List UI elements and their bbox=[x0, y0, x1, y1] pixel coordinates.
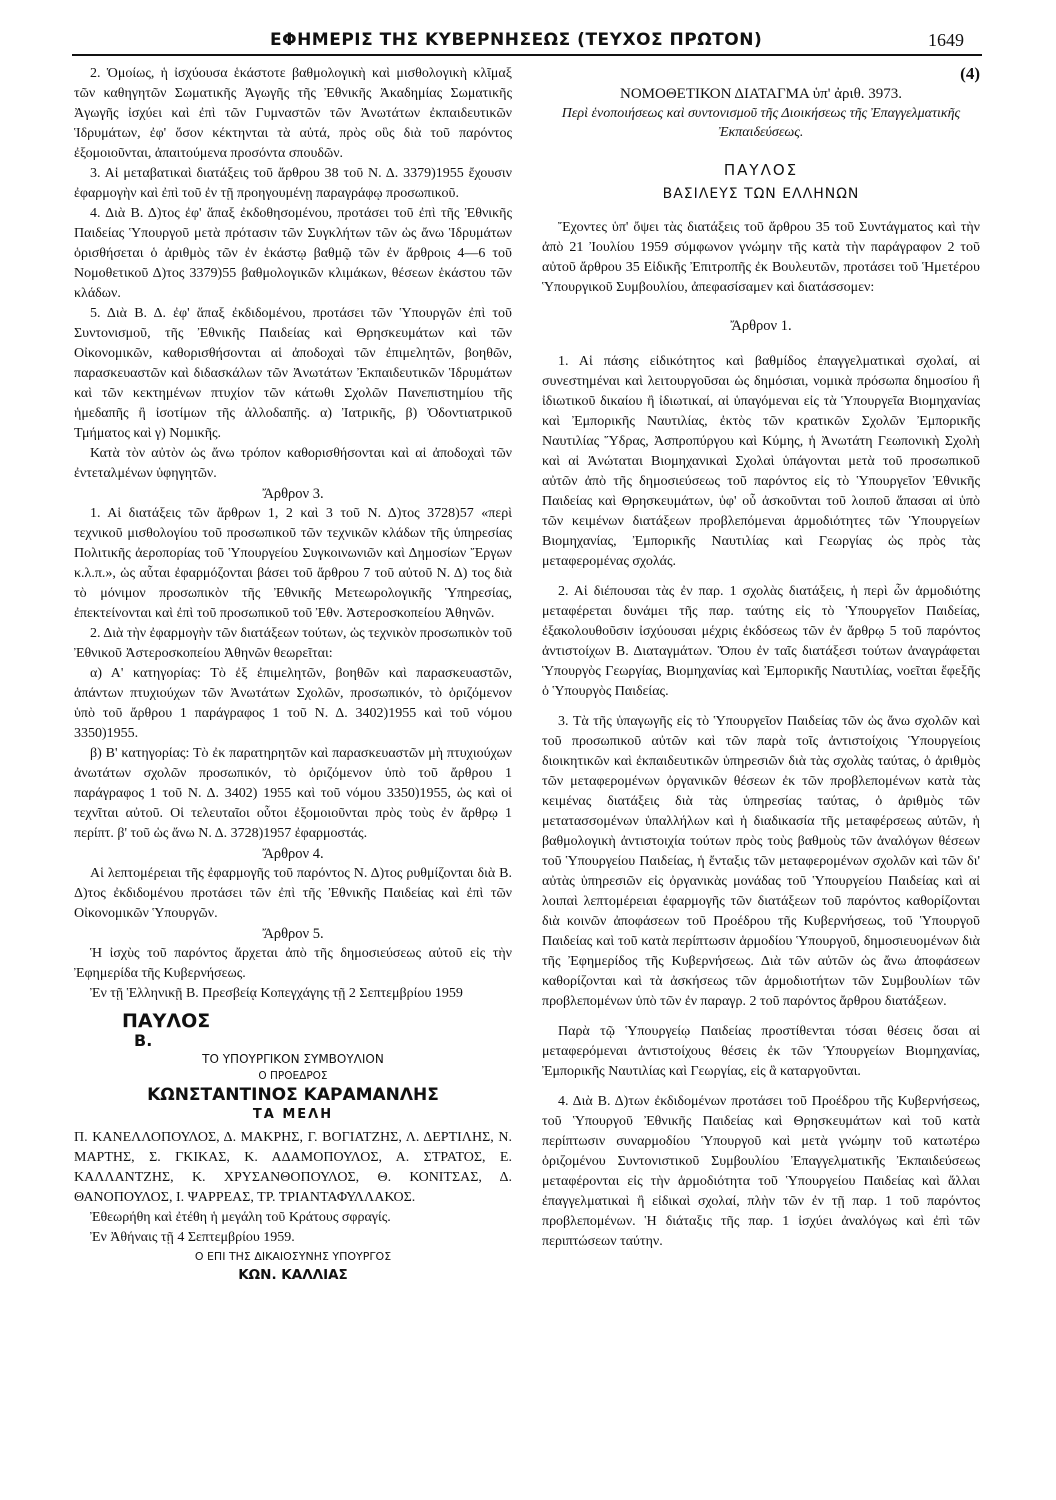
paragraph: 3. Τὰ τῆς ὑπαγωγῆς εἰς τὸ Ὑπουργεῖον Παιδείας τῶν ὡς ἄνω σχολῶν καὶ τοῦ προσωπικοῦ αὐτῶν καὶ τῶν παρὰ τοῖς ἀντιστοίχοις Ὑπουργείοις διοικητικῶν καὶ ἐκπαιδευτικῶν ὑπηρεσιῶν διὰ τὰς σχολὰς ταύτας, ὁ ἀριθμὸς τῶν μεταφερομένων ὀργανικῶν θέσεων ἐκ τῶν προβλεπομένων κατὰ τὰς κειμένας διατάξεις διὰ τὰς ὑπηρεσίας ταύτας, ὁ ἀριθμὸς τῶν μετατασσομένων ὑπαλλήλων καὶ ἡ διαδικασία τῆς μεταφέρσεως αὐτῶν, ἡ βαθμολογικὴ ἀντιστοιχία τούτων πρὸς τοὺς βαθμοὺς τῶν ἀναλόγων θέσεων τοῦ Ὑπουργείου Παιδείας, ἡ ἔνταξις τῶν μεταφερομένων σχολῶν καὶ τῶν δι' αὐτὰς ὑπηρεσιῶν εἰς ὀργανικὰς μονάδας τοῦ Ὑπουργείου Παιδείας καὶ αἱ λοιπαὶ λεπτομέρειαι ἐφαρμογῆς τῶν διατάξεων τοῦ παρόντος καθορίζονται διὰ κοινῶν ἀποφάσεων τοῦ Προέδρου τῆς Κυβερνήσεως, τοῦ Ὑπουργοῦ Παιδείας καὶ τοῦ κατὰ περίπτωσιν ἁρμοδίου Ὑπουργοῦ, δημοσιευομένων διὰ τῆς Ἐφημερίδος τῆς Κυβερνήσεως. Διὰ τῶν αὐτῶν ὡς ἄνω ἀποφάσεων καθορίζονται καὶ τὰ ἀσκήσεως τῶν ἁρμοδιοτήτων τῶν Συμβουλίων τῶν προβλεπομένων ὑπὸ τῶν ἐν παραγρ. 2 τοῦ παρόντος ἄρθρου διατάξεων. bbox=[542, 714, 980, 1009]
minister-title: Ο ΕΠΙ ΤΗΣ ΔΙΚΑΙΟΣΥΝΗΣ ΥΠΟΥΡΓΟΣ bbox=[194, 1250, 392, 1263]
right-column bbox=[542, 64, 980, 1252]
paragraph: Ἡ ἰσχὺς τοῦ παρόντος ἄρχεται ἀπὸ τῆς δημοσιεύσεως αὐτοῦ εἰς τὴν Ἐφημερίδα τῆς Κυβερνήσεως. bbox=[74, 946, 512, 981]
signature-b: Β. bbox=[134, 1031, 153, 1050]
president-title: Ο ΠΡΟΕΔΡΟΣ bbox=[258, 1070, 328, 1082]
paragraph: 3. Αἱ μεταβατικαὶ διατάξεις τοῦ ἄρθρου 38 τοῦ Ν. Δ. 3379)1955 ἔχουσιν ἐφαρμογὴν καὶ ἐπὶ τοῦ ἐν τῇ προηγουμένῃ παραγράφῳ προσωπικοῦ. bbox=[74, 166, 512, 201]
page-number: 1649 bbox=[928, 30, 964, 50]
article-heading: Ἄρθρον 4. bbox=[262, 846, 324, 862]
members-list: Π. ΚΑΝΕΛΛΟΠΟΥΛΟΣ, Δ. ΜΑΚΡΗΣ, Γ. ΒΟΓΙΑΤΖΗΣ, Λ. ΔΕΡΤΙΛΗΣ, Ν. ΜΑΡΤΗΣ, Σ. ΓΚΙΚΑΣ, Κ. ΑΔΑΜΟΠΟΥΛΟΣ, Α. ΣΤΡΑΤΟΣ, Ε. ΚΑΛΛΑΝΤΖΗΣ, Κ. ΧΡΥΣΑΝΘΟΠΟΥΛΟΣ, Θ. ΚΟΝΙΤΣΑΣ, Δ. ΘΑΝΟΠΟΥΛΟΣ, Ι. ΨΑΡΡΕΑΣ, ΤΡ. ΤΡΙΑΝΤΑΦΥΛΛΑΚΟΣ. bbox=[74, 1130, 512, 1205]
members-title: ΤΑ ΜΕΛΗ bbox=[252, 1107, 334, 1122]
article-heading: Ἄρθρον 3. bbox=[262, 486, 324, 502]
paragraph: 5. Διὰ Β. Δ. ἐφ' ἅπαξ ἐκδιδομένου, προτάσει τῶν Ὑπουργῶν ἐπὶ τοῦ Συντονισμοῦ, τῆς Ἐθνικῆς Παιδείας καὶ Θρησκευμάτων καὶ τῶν Οἰκονομικῶν, καθορισθήσονται αἱ ἀποδοχαὶ τῶν ἐπιμελητῶν, βοηθῶν, παρασκευαστῶν καὶ διδασκάλων τῶν Ἀνωτάτων Ἐκπαιδευτικῶν Ἱδρυμάτων καὶ τῶν κεκτημένων πτυχίον τῶν κάτωθι Σχολῶν Πανεπιστημίου τῆς ἡμεδαπῆς ἢ ἰσοτίμων τῆς ἀλλοδαπῆς. α) Ἰατρικῆς, β) Ὀδοντιατρικοῦ Τμήματος καὶ γ) Νομικῆς. bbox=[74, 306, 512, 441]
minister-name: ΚΩΝ. ΚΑΛΛΙΑΣ bbox=[238, 1267, 348, 1283]
paragraph: Παρὰ τῷ Ὑπουργείῳ Παιδείας προστίθενται τόσαι θέσεις ὅσαι αἱ μεταφερόμεναι ἀντιστοίχους θέσεις ἐκ τῶν Ὑπουργείων Βιομηχανίας, Ἐμπορικῆς Ναυτιλίας καὶ Γεωργίας, εἰς ἃ καταργοῦνται. bbox=[542, 1024, 980, 1079]
paragraph: 1. Αἱ πάσης εἰδικότητος καὶ βαθμίδος ἐπαγγελματικαὶ σχολαί, αἱ συνεστημέναι καὶ λειτουργοῦσαι ὡς δημόσιαι, νομικὰ πρόσωπα δημοσίου ἢ ἰδιωτικοῦ δικαίου ἢ ἰδιωτικαί, αἱ ὑπαγόμεναι εἰς τὰ Ὑπουργεῖα Βιομηχανίας καὶ Ἐμπορικῆς Ναυτιλίας, ἐκτὸς τῶν κρατικῶν Σχολῶν Ἐμπορικῆς Ναυτιλίας Ὕδρας, Ἀσπροπύργου καὶ Κύμης, ἡ Ἀνωτάτη Γεωπονικὴ Σχολὴ καὶ αἱ Ἀνώταται Βιομηχανικαὶ Σχολαὶ ὑπάγονται μετὰ τοῦ προσωπικοῦ αὐτῶν ἀπὸ τῆς δημοσιεύσεως τοῦ παρόντος εἰς τὸ Ὑπουργεῖον Ἐθνικῆς Παιδείας καὶ Θρησκευμάτων, ὑφ' οὗ ἀσκοῦνται τοῦ λοιποῦ ἅπασαι αἱ ὑπὸ τῶν κειμένων διατάξεων προβλεπόμεναι ἁρμοδιότητες τῶν Ὑπουργείων Βιομηχανίας, Ἐμπορικῆς Ναυτιλίας καὶ Γεωργίας ὡς πρὸς τὰς μεταφερομένας σχολάς. bbox=[542, 354, 980, 569]
president-name: ΚΩΝΣΤΑΝΤΙΝΟΣ ΚΑΡΑΜΑΝΛΗΣ bbox=[147, 1085, 439, 1105]
decree-number: (4) bbox=[960, 64, 980, 83]
spacer bbox=[542, 1012, 980, 1022]
decree-subtitle: Περὶ ἑνοποιήσεως καὶ συντονισμοῦ τῆς Διοικήσεως τῆς Ἐπαγγελματικῆς Ἐκπαιδεύσεως. bbox=[561, 106, 961, 140]
paragraph: 1. Αἱ διατάξεις τῶν ἄρθρων 1, 2 καὶ 3 τοῦ Ν. Δ)τος 3728)57 «περὶ τεχνικοῦ μισθολογίου τοῦ προσωπικοῦ τῶν τεχνικῶν κλάδων τῆς ὑπηρεσίας Πολιτικῆς ἀεροπορίας τοῦ Ὑπουργείου Συγκοινωνιῶν καὶ Δημοσίων Ἔργων κ.λ.π.», ὡς αὗται ἐφαρμόζονται βάσει τοῦ ἄρθρου 7 τοῦ αὐτοῦ Ν. Δ) τος διὰ τὸ μόνιμον προσωπικὸν τῆς Ἐθνικῆς Μετεωρολογικῆς Ὑπηρεσίας, ἐπεκτείνονται καὶ ἐπὶ τοῦ προσωπικοῦ τοῦ Ἐθν. Ἀστεροσκοπείου Ἀθηνῶν. bbox=[74, 506, 512, 621]
gazette-header-title: ΕΦΗΜΕΡΙΣ ΤΗΣ ΚΥΒΕΡΝΗΣΕΩΣ (ΤΕΥΧΟΣ ΠΡΩΤΟΝ) bbox=[270, 30, 763, 50]
left-column bbox=[74, 64, 512, 1284]
seal-note: Ἐθεωρήθη καὶ ἐτέθη ἡ μεγάλη τοῦ Κράτους σφραγίς. bbox=[90, 1210, 391, 1225]
header-rule bbox=[72, 54, 982, 56]
spacer bbox=[542, 572, 980, 582]
signature-king: ΠΑΥΛΟΣ bbox=[122, 1010, 211, 1032]
king-name: ΠΑΥΛΟΣ bbox=[723, 161, 799, 179]
council-title: ΤΟ ΥΠΟΥΡΓΙΚΟΝ ΣΥΜΒΟΥΛΙΟΝ bbox=[202, 1052, 384, 1066]
paragraph: α) Α' κατηγορίας: Τὸ ἐξ ἐπιμελητῶν, βοηθῶν καὶ παρασκευαστῶν, ἁπάντων πτυχιούχων τῶν Ἀνωτάτων Σχολῶν, προσωπικόν, τὸ ὁριζόμενον ὑπὸ τοῦ ἄρθρου 1 παράγραφος 1 τοῦ Ν. Δ. 3402)1955 καὶ τοῦ νόμου 3350)1955. bbox=[74, 666, 512, 741]
paragraph: Κατὰ τὸν αὐτὸν ὡς ἄνω τρόπον καθορισθήσονται καὶ αἱ ἀποδοχαὶ τῶν ἐντεταλμένων ὑφηγητῶν. bbox=[74, 446, 512, 481]
paragraph: 4. Διὰ Β. Δ)τος ἐφ' ἅπαξ ἐκδοθησομένου, προτάσει τοῦ ἐπὶ τῆς Ἐθνικῆς Παιδείας Ὑπουργοῦ μετὰ πρότασιν τῶν Συγκλήτων τῶν ὡς ἄνω Ἱδρυμάτων ὁρισθήσεται ὁ ἀριθμὸς τῶν ἐν ἑκάστῳ βαθμῷ τῶν ἐν ἄρθροις 4—6 τοῦ Νομοθετικοῦ Δ)τος 3379)55 βαθμολογικῶν κλιμάκων, θέσεων ἑκάστου τῶν κλάδων. bbox=[74, 206, 512, 301]
paragraph: 4. Διὰ Β. Δ)των ἐκδιδομένων προτάσει τοῦ Προέδρου τῆς Κυβερνήσεως, τοῦ Ὑπουργοῦ Ἐθνικῆς Παιδείας καὶ Θρησκευμάτων καὶ τοῦ κατὰ περίπτωσιν συναρμοδίου Ὑπουργοῦ καὶ μετὰ γνώμην τοῦ κατωτέρω ὁριζομένου Συντονιστικοῦ Συμβουλίου Ἐπαγγελματικῆς Ἐκπαιδεύσεως μεταφέρονται εἰς τὴν ἁρμοδιότητα τοῦ Ὑπουργείου Παιδείας καὶ ἄλλαι ἐπαγγελματικαὶ ἢ εἰδικαὶ σχολαί, πλὴν τῶν ἐν τῇ παρ. 1 τοῦ παρόντος προβλεπομένων. Ἡ διάταξις τῆς παρ. 1 ἰσχύει ἀναλόγως καὶ ἐπὶ τῶν περιπτώσεων ταύτην. bbox=[542, 1094, 980, 1249]
seal-date: Ἐν Ἀθήναις τῇ 4 Σεπτεμβρίου 1959. bbox=[90, 1230, 295, 1245]
spacer bbox=[542, 702, 980, 712]
article-heading: Ἄρθρον 1. bbox=[730, 318, 792, 334]
paragraph: 2. Ὁμοίως, ἡ ἰσχύουσα ἑκάστοτε βαθμολογικὴ καὶ μισθολογικὴ κλῖμαξ τῶν καθηγητῶν Σωματικῆς Ἀγωγῆς τῆς Ἐθνικῆς Ἀκαδημίας Σωματικῆς Ἀγωγῆς ἰσχύει καὶ ἐπὶ τῶν Γυμναστῶν τῶν Ἀνωτάτων ἐκπαιδευτικῶν Ἱδρυμάτων, ἐφ' ὅσον κέκτηνται τὰ αὐτά, πρὸς οὓς διὰ τοῦ παρόντος ἐξομοιοῦνται, ἀπαιτούμενα προσόντα σπουδῶν. bbox=[74, 66, 512, 161]
decree-title: ΝΟΜΟΘΕΤΙΚΟΝ ΔΙΑΤΑΓΜΑ ὑπ' ἀριθ. 3973. bbox=[619, 86, 903, 102]
king-title: ΒΑΣΙΛΕΥΣ ΤΩΝ ΕΛΛΗΝΩΝ bbox=[662, 186, 860, 202]
preamble: Ἔχοντες ὑπ' ὄψει τὰς διατάξεις τοῦ ἄρθρου 35 τοῦ Συντάγματος καὶ τὴν ἀπὸ 21 Ἰουλίου 1959 σύμφωνον γνώμην τῆς κατὰ τὴν παράγραφον 2 τοῦ αὐτοῦ ἄρθρου 35 Εἰδικῆς Ἐπιτροπῆς ἐκ Βουλευτῶν, προτάσει τοῦ Ἡμετέρου Ὑπουργικοῦ Συμβουλίου, ἀπεφασίσαμεν καὶ διατάσσομεν: bbox=[542, 220, 980, 295]
article-heading: Ἄρθρον 5. bbox=[262, 926, 324, 942]
place-date: Ἐν τῇ Ἑλληνικῇ Β. Πρεσβείᾳ Κοπεγχάγης τῇ 2 Σεπτεμβρίου 1959 bbox=[90, 986, 463, 1001]
paragraph: Αἱ λεπτομέρειαι τῆς ἐφαρμογῆς τοῦ παρόντος Ν. Δ)τος ρυθμίζονται διὰ Β. Δ)τος ἐκδιδομένου προτάσει τῶν ἐπὶ τῆς Ἐθνικῆς Παιδείας καὶ ἐπὶ τῶν Οἰκονομικῶν Ὑπουργῶν. bbox=[74, 866, 512, 921]
paragraph: β) Β' κατηγορίας: Τὸ ἐκ παρατηρητῶν καὶ παρασκευαστῶν μὴ πτυχιούχων ἀνωτάτων σχολῶν προσωπικόν, τὸ ὁριζόμενον ὑπὸ τοῦ ἄρθρου 1 παράγραφος 1 τοῦ Ν. Δ. 3402) 1955 καὶ τοῦ νόμου 3350)1955, ὡς καὶ οἱ τεχνῖται αὐτοῦ. Οἱ τελευταῖοι οὗτοι ἐξομοιοῦνται πρὸς τοὺς ἐν ἄρθρῳ 1 περίπτ. β' τοῦ ὡς ἄνω Ν. Δ. 3728)1957 ἐφαρμοστάς. bbox=[74, 746, 512, 841]
paragraph: 2. Διὰ τὴν ἐφαρμογὴν τῶν διατάξεων τούτων, ὡς τεχνικὸν προσωπικὸν τοῦ Ἐθνικοῦ Ἀστεροσκοπείου Ἀθηνῶν θεωρεῖται: bbox=[74, 626, 513, 661]
spacer bbox=[542, 1082, 980, 1092]
paragraph: 2. Αἱ διέπουσαι τὰς ἐν παρ. 1 σχολὰς διατάξεις, ἡ περὶ ὧν ἁρμοδιότης μεταφέρεται δυνάμει τῆς παρ. ταύτης εἰς τὸ Ὑπουργεῖον Παιδείας, ἐξακολουθοῦσιν ἰσχύουσαι μέχρις ἐκδόσεως τῶν ἐν ἄρθρῳ 5 τοῦ παρόντος ἀντιστοίχων Β. Διαταγμάτων. Ὅπου ἐν ταῖς διατάξεσι τούτων ἀναγράφεται Ὑπουργὸς Γεωργίας, Βιομηχανίας καὶ Ἐμπορικῆς Ναυτιλίας, νοεῖται ἔφεξῆς ὁ Ὑπουργὸς Παιδείας. bbox=[542, 584, 980, 699]
